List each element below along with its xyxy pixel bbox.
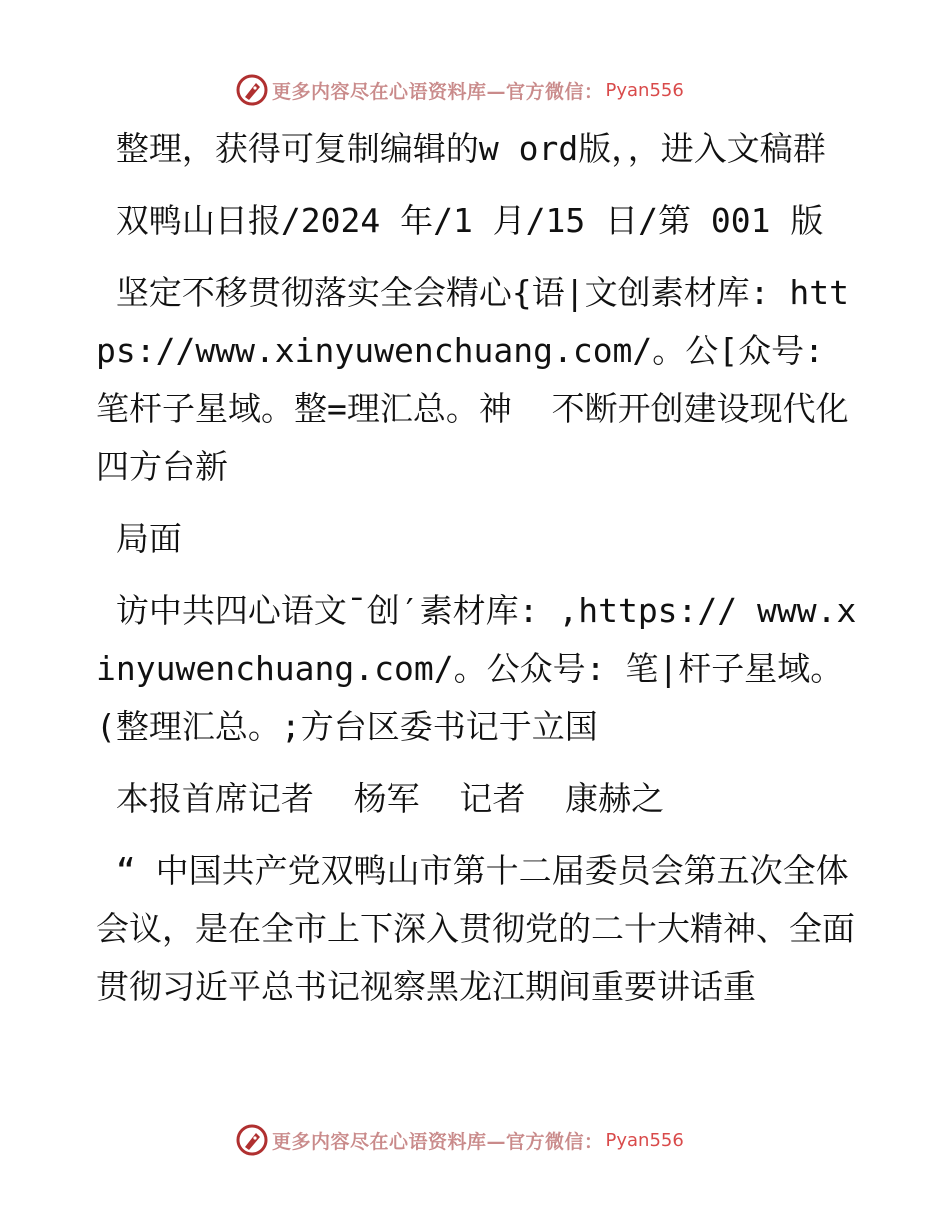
- header-wechat-id: Pyan556: [605, 79, 684, 101]
- paragraph-publication-info: 双鸭山日报/2024 年/1 月/15 日/第 001 版: [96, 201, 824, 240]
- document-body: [96, 120, 866, 1030]
- header-banner: [236, 72, 684, 108]
- paragraph-byline: 本报首席记者 杨军 记者 康赫之: [96, 779, 665, 818]
- pen-nib-logo-icon: [236, 74, 268, 106]
- paragraph-headline-continued: 局面: [96, 519, 182, 558]
- paragraph-interview-subject: 访中共四心语文¯创′素材库: ,https:// www.xinyuwenchuang.com/。公众号: 笔|杆子星域。(整理汇总。;方台区委书记于立国: [96, 591, 857, 746]
- header-banner-text: 更多内容尽在心语资料库—官方微信：: [272, 80, 604, 103]
- footer-banner: [236, 1122, 684, 1158]
- pen-nib-logo-icon: [236, 1124, 268, 1156]
- paragraph-intro: 整理，获得可复制编辑的w ord版，，进入文稿群: [96, 129, 826, 168]
- footer-banner-text: 更多内容尽在心语资料库—官方微信：: [272, 1130, 604, 1153]
- paragraph-headline: 坚定不移贯彻落实全会精心{语|文创素材库: https://www.xinyuwenchuang.com/。公[众号: 笔杆子星域。整=理汇总。神 不断开创建设现代化四方台新: [96, 273, 849, 486]
- paragraph-body-text: “ 中国共产党双鸭山市第十二届委员会第五次全体会议，是在全市上下深入贯彻党的二十大精神、全面贯彻习近平总书记视察黑龙江期间重要讲话重: [96, 851, 855, 1006]
- footer-wechat-id: Pyan556: [605, 1129, 684, 1151]
